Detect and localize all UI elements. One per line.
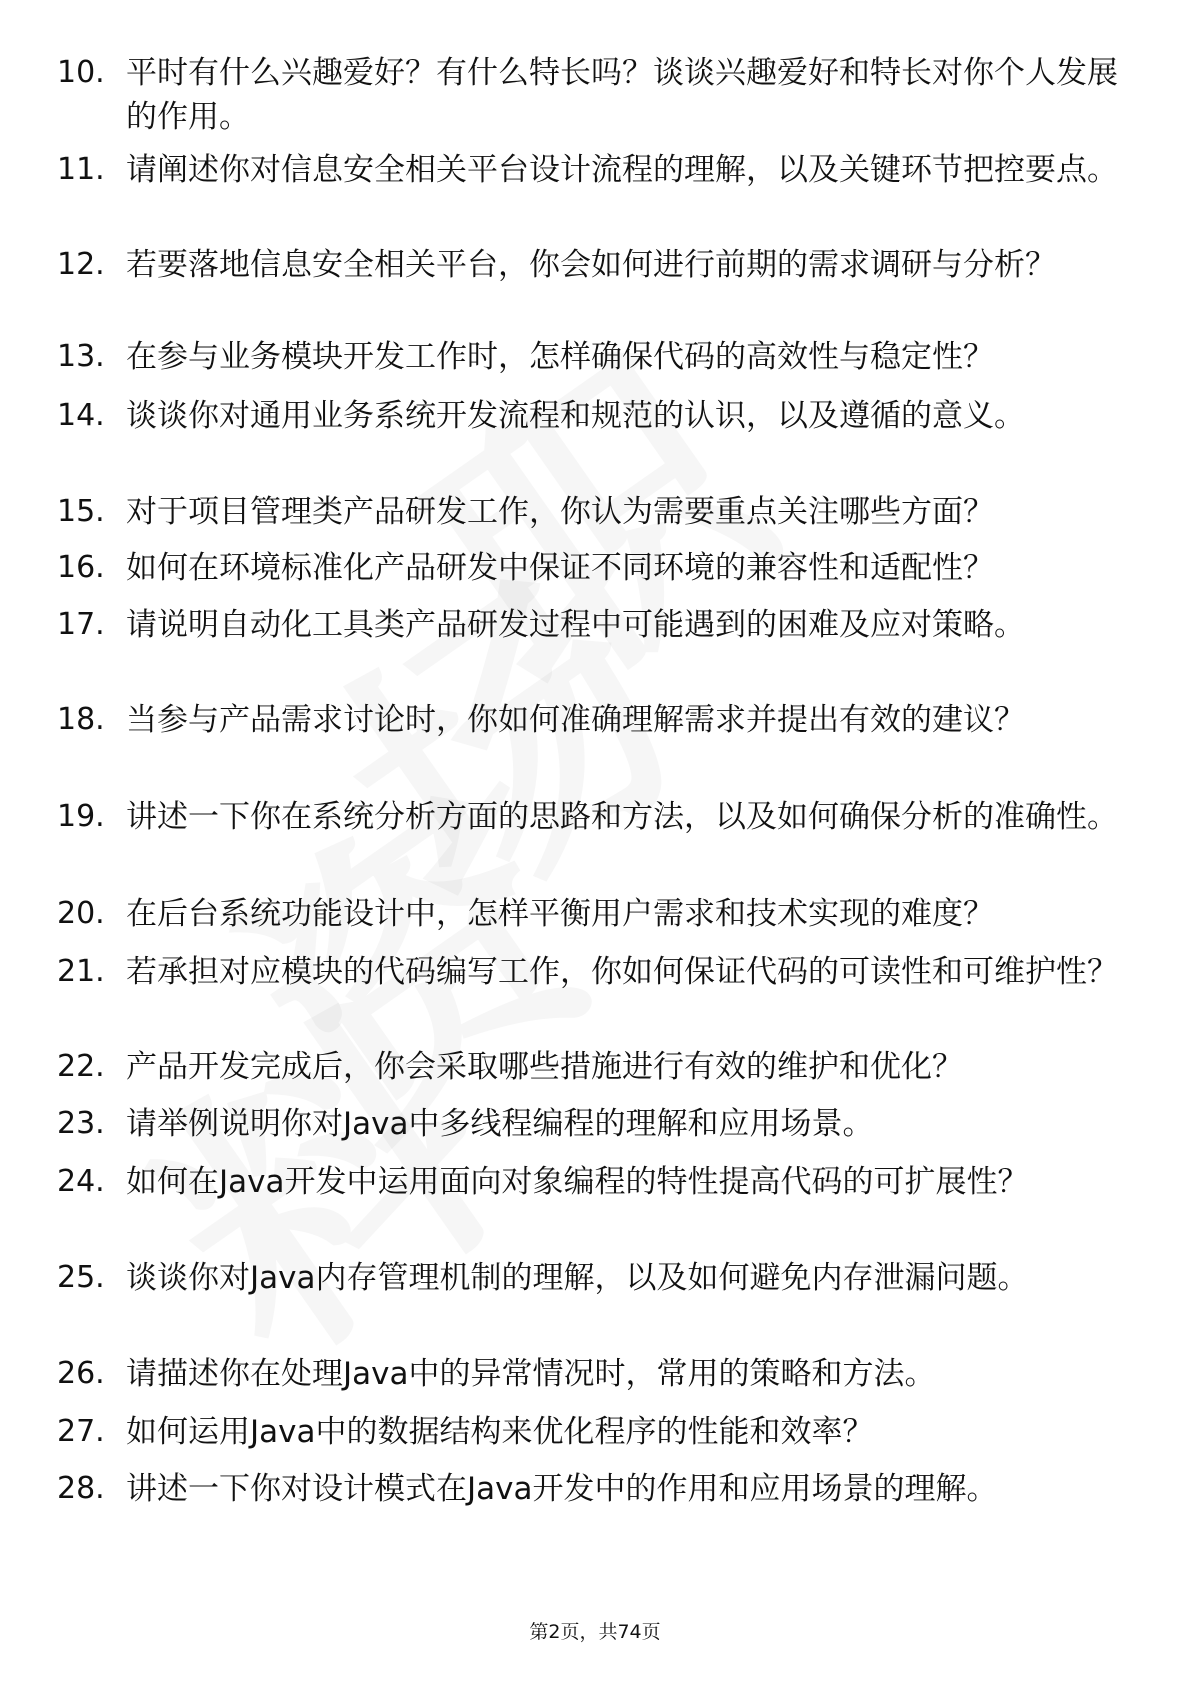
question-text: 若要落地信息安全相关平台，你会如何进行前期的需求调研与分析？ [126,247,1056,283]
question-text: 谈谈你对通用业务系统开发流程和规范的认识，以及遵循的意义。 [126,398,1025,434]
question-text: 讲述一下你在系统分析方面的思路和方法，以及如何确保分析的准确性。 [126,799,1118,835]
question-text: 若承担对应模块的代码编写工作，你如何保证代码的可读性和可维护性？ [126,954,1118,990]
question-number: 18. [57,702,105,737]
page-indicator: 第2页，共74页 [529,1621,661,1643]
question-number: 13. [57,339,105,374]
question-text: 请举例说明你对Java中多线程编程的理解和应用场景。 [126,1106,874,1142]
question-number: 14. [57,398,105,433]
question-text: 在参与业务模块开发工作时，怎样确保代码的高效性与稳定性？ [126,339,994,375]
question-number: 28. [57,1471,105,1506]
question-text: 如何在Java开发中运用面向对象编程的特性提高代码的可扩展性？ [126,1164,1029,1200]
question-text: 对于项目管理类产品研发工作，你认为需要重点关注哪些方面？ [126,494,994,530]
question-text: 如何运用Java中的数据结构来优化程序的性能和效率？ [126,1414,874,1450]
question-text: 请说明自动化工具类产品研发过程中可能遇到的困难及应对策略。 [126,607,1025,643]
question-number: 26. [57,1356,105,1391]
question-number: 24. [57,1164,105,1199]
question-text: 在后台系统功能设计中，怎样平衡用户需求和技术实现的难度？ [126,896,994,932]
question-number: 27. [57,1414,105,1449]
question-number: 20. [57,896,105,931]
question-text: 平时有什么兴趣爱好？有什么特长吗？谈谈兴趣爱好和特长对你个人发展的作用。 [126,55,1118,135]
question-number: 23. [57,1106,105,1141]
question-text: 讲述一下你对设计模式在Java开发中的作用和应用场景的理解。 [126,1471,998,1507]
question-number: 19. [57,799,105,834]
page-footer [0,1619,1190,1645]
question-text: 当参与产品需求讨论时，你如何准确理解需求并提出有效的建议？ [126,702,1025,738]
question-number: 17. [57,607,105,642]
question-text: 请描述你在处理Java中的异常情况时，常用的策略和方法。 [126,1356,936,1392]
question-number: 16. [57,550,105,585]
question-text: 请阐述你对信息安全相关平台设计流程的理解，以及关键环节把控要点。 [126,152,1118,188]
question-text: 产品开发完成后，你会采取哪些措施进行有效的维护和优化？ [126,1049,963,1085]
question-number: 22. [57,1049,105,1084]
question-text: 如何在环境标准化产品研发中保证不同环境的兼容性和适配性？ [126,550,994,586]
question-number: 21. [57,954,105,989]
question-number: 10. [57,55,105,90]
question-number: 11. [57,152,105,187]
question-text: 谈谈你对Java内存管理机制的理解，以及如何避免内存泄漏问题。 [126,1260,1029,1296]
question-number: 15. [57,494,105,529]
question-number: 12. [57,247,105,282]
question-number: 25. [57,1260,105,1295]
